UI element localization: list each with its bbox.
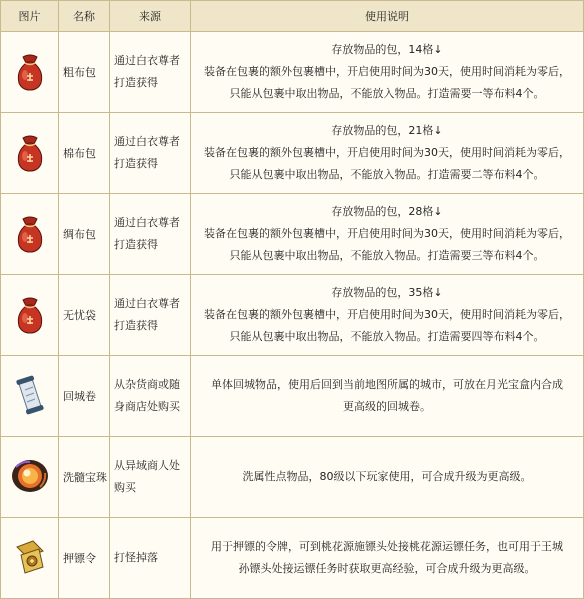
table-row [1, 194, 584, 275]
item-source: 通过白衣尊者打造获得 [110, 275, 191, 356]
description-line: 存放物品的包，28格↓ [331, 205, 443, 218]
item-description [191, 356, 584, 437]
item-name: 押镖令 [59, 518, 110, 599]
header-source: 来源 [110, 1, 191, 32]
item-source: 通过白衣尊者打造获得 [110, 113, 191, 194]
description-line: 用于押镖的令牌，可到桃花源施镖头处接桃花源运镖任务，也可用于王城 [211, 540, 563, 553]
description-line: 只能从包裹中取出物品，不能放入物品。打造需要四等布料4个。 [229, 330, 545, 343]
token-icon [11, 537, 49, 577]
item-source: 从杂货商或随身商店处购买 [110, 356, 191, 437]
description-line: 装备在包裹的额外包裹槽中，开启使用时间为30天，使用时间消耗为零后， [204, 146, 570, 159]
item-icon-cell [1, 275, 59, 356]
item-source: 通过白衣尊者打造获得 [110, 32, 191, 113]
description-line: 只能从包裹中取出物品，不能放入物品。打造需要二等布料4个。 [229, 168, 545, 181]
description-line: 单体回城物品，使用后回到当前地图所属的城市，可放在月光宝盒内合成 [211, 378, 563, 391]
item-icon-cell [1, 437, 59, 518]
item-description [191, 113, 584, 194]
item-name: 绸布包 [59, 194, 110, 275]
item-icon-cell [1, 518, 59, 599]
item-icon-cell [1, 113, 59, 194]
header-icon: 图片 [1, 1, 59, 32]
description-line: 装备在包裹的额外包裹槽中，开启使用时间为30天，使用时间消耗为零后， [204, 308, 570, 321]
table-row [1, 356, 584, 437]
cloth-bag-icon [13, 213, 47, 253]
cloth-bag-icon [13, 51, 47, 91]
item-source: 通过白衣尊者打造获得 [110, 194, 191, 275]
description-line: 只能从包裹中取出物品，不能放入物品。打造需要一等布料4个。 [229, 87, 545, 100]
cloth-bag-icon [13, 132, 47, 172]
description-line: 存放物品的包，35格↓ [331, 286, 443, 299]
header-name: 名称 [59, 1, 110, 32]
item-description [191, 275, 584, 356]
item-icon-cell [1, 194, 59, 275]
item-name: 洗髓宝珠 [59, 437, 110, 518]
description-line: 孙镖头处接运镖任务时获取更高经验，可合成升级为更高级。 [238, 562, 536, 575]
item-name: 粗布包 [59, 32, 110, 113]
gem-orb-icon [10, 457, 50, 495]
scroll-icon [15, 374, 45, 416]
description-line: 存放物品的包，14格↓ [331, 43, 443, 56]
item-icon-cell [1, 356, 59, 437]
item-description [191, 437, 584, 518]
table-row [1, 32, 584, 113]
header-desc: 使用说明 [191, 1, 584, 32]
description-line: 更高级的回城卷。 [343, 400, 431, 413]
description-line: 洗属性点物品，80级以下玩家使用，可合成升级为更高级。 [242, 470, 532, 483]
item-source: 从异域商人处购买 [110, 437, 191, 518]
table-row [1, 113, 584, 194]
item-name: 回城卷 [59, 356, 110, 437]
description-line: 存放物品的包，21格↓ [331, 124, 443, 137]
item-icon-cell [1, 32, 59, 113]
description-line: 装备在包裹的额外包裹槽中，开启使用时间为30天，使用时间消耗为零后， [204, 65, 570, 78]
item-name: 棉布包 [59, 113, 110, 194]
item-description [191, 32, 584, 113]
table-row [1, 275, 584, 356]
header-row [1, 1, 584, 32]
item-description [191, 518, 584, 599]
description-line: 只能从包裹中取出物品，不能放入物品。打造需要三等布料4个。 [229, 249, 545, 262]
description-line: 装备在包裹的额外包裹槽中，开启使用时间为30天，使用时间消耗为零后， [204, 227, 570, 240]
item-description [191, 194, 584, 275]
item-name: 无忧袋 [59, 275, 110, 356]
item-source: 打怪掉落 [110, 518, 191, 599]
cloth-bag-icon [13, 294, 47, 334]
table-row [1, 437, 584, 518]
table-row [1, 518, 584, 599]
